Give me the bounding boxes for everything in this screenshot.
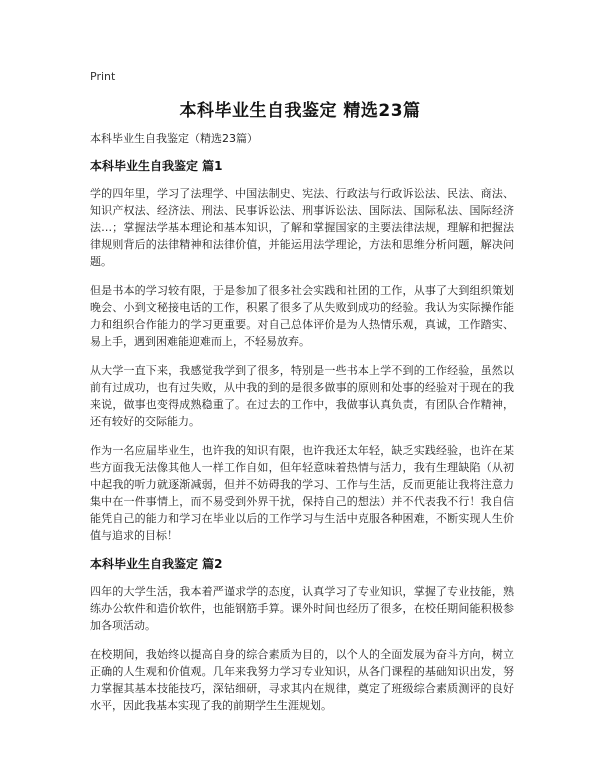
document-body — [90, 130, 514, 726]
print-label[interactable]: Print — [90, 70, 116, 83]
section-heading: 本科毕业生自我鉴定 篇1 — [90, 159, 223, 173]
paragraph: 四年的大学生活，我本着严谨求学的态度，认真学习了专业知识，掌握了专业技能，熟练办公软件和造价软件，也能钢筋手算。课外时间也经历了很多，在校任期间能积极参加各项活动。 — [90, 585, 514, 632]
paragraph: 学的四年里，学习了法理学、中国法制史、宪法、行政法与行政诉讼法、民法、商法、知识产权法、经济法、刑法、民事诉讼法、刑事诉讼法、国际法、国际私法、国际经济法…；掌握法学基本理论和基本知识，了解和掌握国家的主要法律法规，理解和把握法律规则背后的法律精神和法律价值，并能运用法学理论，方法和思维分析问题，解决问题。 — [90, 187, 514, 268]
paragraph: 从大学一直下来，我感觉我学到了很多，特别是一些书本上学不到的工作经验，虽然以前有过成功，也有过失败，从中我的到的是很多做事的原则和处事的经验对于现在的我来说，做事也变得成熟稳重了。在过去的工作中，我做事认真负责，有团队合作精神，还有较好的交际能力。 — [90, 364, 514, 428]
section-2 — [90, 556, 514, 714]
page-title: 本科毕业生自我鉴定 精选23篇 — [179, 101, 421, 121]
section-heading: 本科毕业生自我鉴定 篇2 — [90, 557, 223, 571]
paragraph: 在校期间，我始终以提高自身的综合素质为目的，以个人的全面发展为奋斗方向，树立正确的人生观和价值观。几年来我努力学习专业知识，从各门课程的基础知识出发，努力掌握其基本技能技巧，深钻细研，寻求其内在规律，奠定了班级综合素质测评的良好水平，因此我基本实现了我的前期学生生涯规划。 — [90, 648, 514, 712]
paragraph: 作为一名应届毕业生，也许我的知识有限，也许我还太年轻，缺乏实践经验，也许在某些方面我无法像其他人一样工作自如，但年轻意味着热情与活力，我有生理缺陷（从初中起我的听力就逐渐减弱，但并不妨碍我的学习、工作与生活，反而更能让我将注意力集中在一件事情上，而不易受到外界干扰，保持自己的想法）并不代表我不行！我自信能凭自己的能力和学习在毕业以后的工作学习与生活中克服各种困难，不断实现人生价值与追求的目标！ — [90, 444, 514, 542]
paragraph: 但是书本的学习较有限，于是参加了很多社会实践和社团的工作，从事了大到组织策划晚会、小到文秘接电话的工作，积累了很多了从失败到成功的经验。我认为实际操作能力和组织合作能力的学习更重要。对自己总体评价是为人热情乐观，真诚，工作踏实、易上手，遇到困难能迎难而上，不轻易放弃。 — [90, 284, 514, 348]
document-subtitle: 本科毕业生自我鉴定（精选23篇） — [90, 132, 258, 145]
section-1 — [90, 158, 514, 544]
